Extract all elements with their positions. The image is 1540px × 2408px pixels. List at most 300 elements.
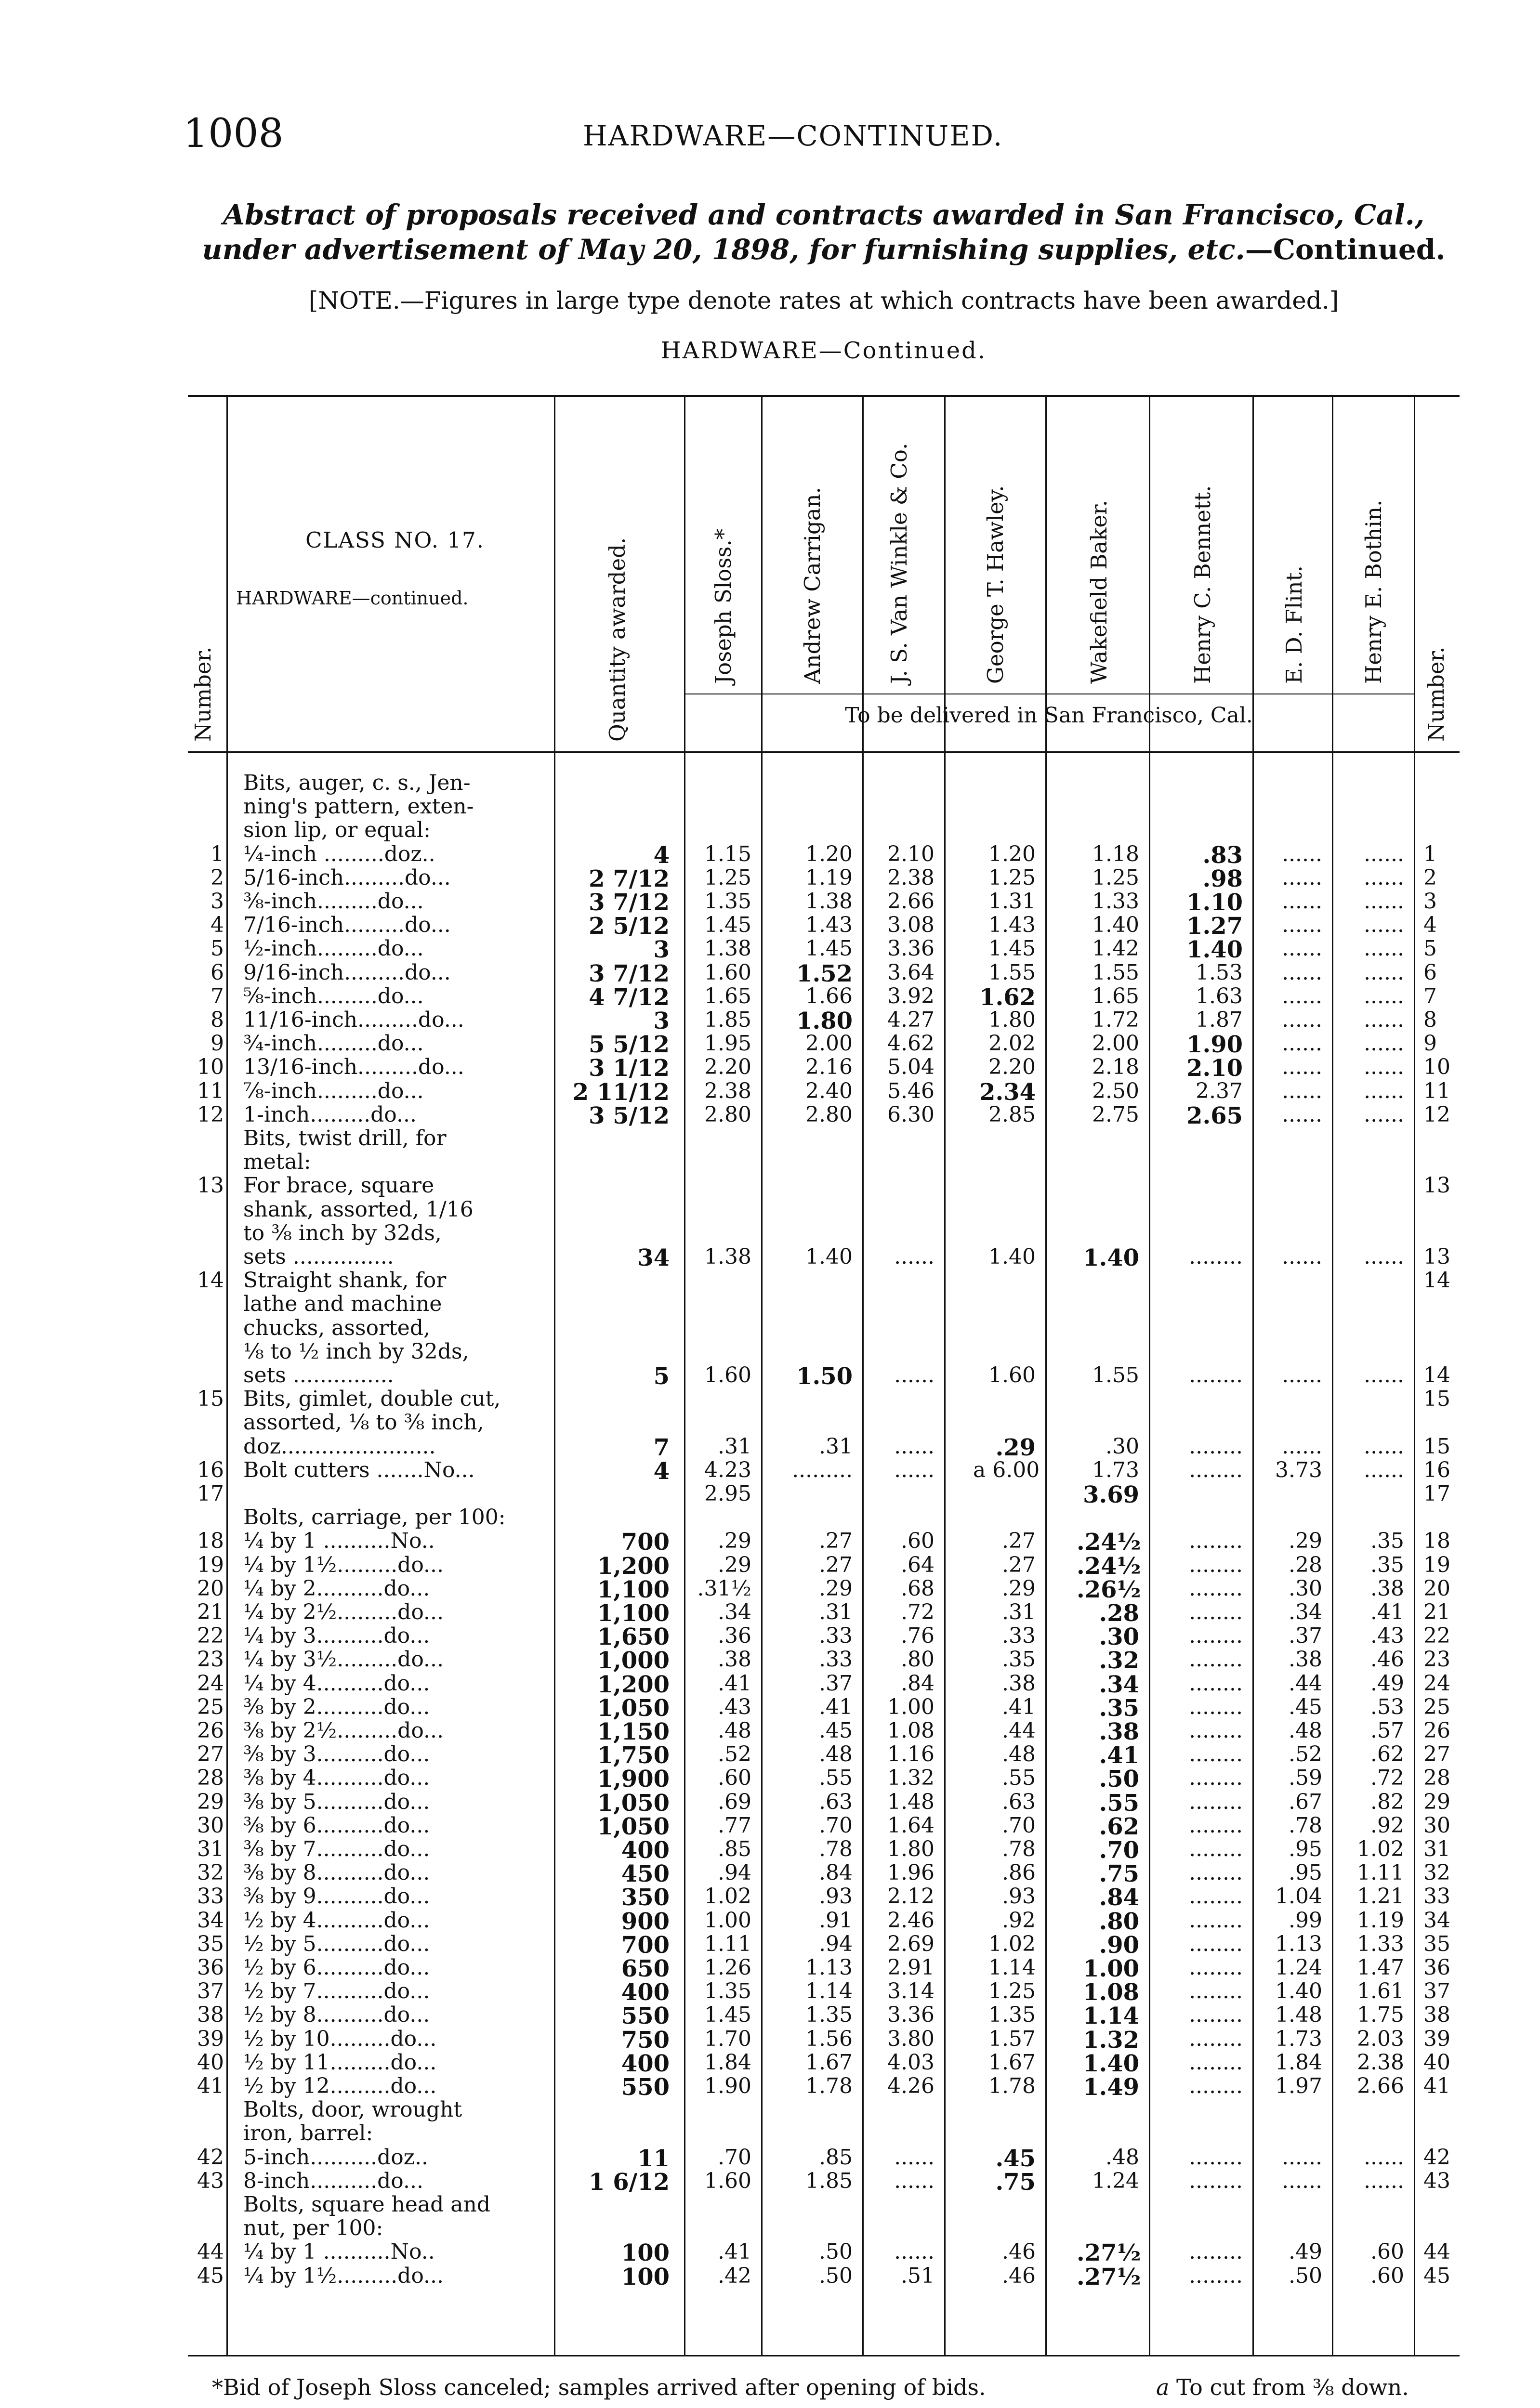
- table-row: [0, 1908, 1540, 1933]
- bid-cell: 1.53: [1196, 960, 1243, 985]
- quantity-awarded: 3 7/12: [589, 960, 670, 987]
- row-description: Bits, twist drill, for: [243, 1126, 447, 1151]
- bid-cell: .78: [1289, 1813, 1322, 1838]
- bid-cell: ......: [894, 2239, 935, 2264]
- bid-cell: .44: [1289, 1671, 1322, 1696]
- bid-cell: .55: [819, 1766, 853, 1790]
- bid-cell: 1.48: [1275, 2002, 1322, 2027]
- bid-cell: ........: [1189, 1908, 1243, 1933]
- bid-cell: .35: [1099, 1695, 1139, 1722]
- table-row: [0, 2145, 1540, 2170]
- bid-cell: .33: [819, 1623, 853, 1648]
- table-bottom-rule: [188, 2355, 1460, 2356]
- bid-cell: ........: [1189, 1529, 1243, 1553]
- bid-cell: .46: [1002, 2239, 1036, 2264]
- row-number: 3: [211, 889, 224, 914]
- quantity-awarded: 1,200: [597, 1553, 670, 1580]
- bid-cell: ........: [1189, 1742, 1243, 1767]
- bid-cell: .31: [1002, 1600, 1036, 1624]
- row-description: ¼ by 4..........do...: [243, 1671, 430, 1696]
- bid-cell: 1.33: [1092, 889, 1139, 914]
- bid-cell: .31: [819, 1434, 853, 1459]
- bid-cell: ......: [1364, 2145, 1404, 2170]
- quantity-awarded: 5: [653, 1363, 670, 1390]
- row-number: 12: [197, 1102, 224, 1127]
- bid-cell: 2.40: [805, 1079, 853, 1103]
- quantity-awarded: 3 7/12: [589, 889, 670, 916]
- row-description: iron, barrel:: [243, 2121, 373, 2146]
- bid-cell: 1.40: [1083, 2050, 1139, 2077]
- row-number: 29: [197, 1790, 224, 1814]
- footnote-star: *Bid of Joseph Sloss canceled; samples arrived after opening of bids.: [212, 2374, 986, 2400]
- row-number: 30: [197, 1813, 224, 1838]
- bid-cell: ......: [1282, 1102, 1322, 1127]
- bid-cell: 2.00: [1092, 1031, 1139, 1056]
- bid-cell: 1.11: [704, 1932, 751, 1956]
- quantity-awarded: 1,050: [597, 1790, 670, 1817]
- row-description: Bolts, square head and: [243, 2192, 491, 2217]
- row-number-right: 45: [1423, 2264, 1450, 2288]
- bid-cell: 1.85: [704, 1008, 751, 1032]
- bid-cell: 2.38: [704, 1079, 751, 1103]
- table-row: [0, 1434, 1540, 1459]
- row-number: 40: [197, 2050, 224, 2075]
- bid-cell: .70: [718, 2145, 751, 2170]
- bid-cell: .84: [901, 1671, 935, 1696]
- table-row: [0, 1529, 1540, 1554]
- quantity-awarded: 550: [621, 2002, 670, 2029]
- table-row: [0, 1008, 1540, 1033]
- quantity-awarded: 900: [621, 1908, 670, 1935]
- row-description: ⅜ by 3..........do...: [243, 1742, 430, 1767]
- bid-cell: .75: [1099, 1860, 1139, 1887]
- bid-cell: 1.57: [988, 2027, 1036, 2051]
- bid-cell: 1.38: [805, 889, 853, 914]
- row-description: ⅜ by 7..........do...: [243, 1837, 430, 1861]
- bid-cell: ........: [1189, 1458, 1243, 1482]
- bid-cell: 2.91: [887, 1955, 935, 1980]
- bid-cell: 2.38: [1357, 2050, 1404, 2075]
- bid-cell: .31: [819, 1600, 853, 1624]
- bid-cell: 1.35: [704, 889, 751, 914]
- bid-cell: 1.16: [887, 1742, 935, 1767]
- row-description: ⅜ by 5..........do...: [243, 1790, 430, 1814]
- bid-cell: .92: [1370, 1813, 1404, 1838]
- row-description: ⅜ by 9..........do...: [243, 1884, 430, 1909]
- bid-cell: .30: [1289, 1576, 1322, 1601]
- bid-cell: ......: [1282, 1363, 1322, 1387]
- row-description: ½ by 11.........do...: [243, 2050, 437, 2075]
- bid-cell: 1.25: [988, 865, 1036, 890]
- bid-cell: .30: [1106, 1434, 1139, 1459]
- footnote-a-mark: a: [1156, 2374, 1170, 2400]
- bid-cell: 1.60: [704, 1363, 751, 1387]
- bid-cell: ........: [1189, 2050, 1243, 2075]
- section-title: HARDWARE—Continued.: [660, 337, 987, 364]
- bid-cell: 3.92: [887, 984, 935, 1008]
- row-number-right: 13: [1423, 1244, 1450, 1269]
- bid-cell: ......: [894, 1363, 935, 1387]
- quantity-awarded: 1,200: [597, 1671, 670, 1698]
- bid-cell: 1.11: [1357, 1860, 1404, 1885]
- row-number: 42: [197, 2145, 224, 2170]
- table-row: [0, 1292, 1540, 1317]
- quantity-awarded: 700: [621, 1932, 670, 1959]
- row-description: ¼-inch .........doz..: [243, 842, 435, 866]
- bid-cell: ........: [1189, 1979, 1243, 2003]
- bid-cell: .51: [901, 2264, 935, 2288]
- table-row: [0, 794, 1540, 819]
- bid-cell: ........: [1189, 2169, 1243, 2193]
- bid-cell: .27: [819, 1529, 853, 1553]
- bid-cell: ........: [1189, 1884, 1243, 1909]
- bid-cell: 1.35: [704, 1979, 751, 2003]
- bid-cell: .60: [1370, 2264, 1404, 2288]
- row-number: 2: [211, 865, 224, 890]
- quantity-awarded: 4: [653, 842, 670, 869]
- bid-cell: .50: [1289, 2264, 1322, 2288]
- bid-cell: 2.66: [887, 889, 935, 914]
- table-row: [0, 1671, 1540, 1696]
- bid-cell: .55: [1099, 1790, 1139, 1817]
- table-row: [0, 1316, 1540, 1341]
- row-number: 19: [197, 1553, 224, 1577]
- table-row: [0, 1173, 1540, 1198]
- quantity-awarded: 1 6/12: [589, 2169, 670, 2196]
- row-number: 34: [197, 1908, 224, 1933]
- bid-cell: 1.00: [1083, 1955, 1139, 1982]
- bid-cell: .52: [1289, 1742, 1322, 1767]
- row-number-right: 42: [1423, 2145, 1450, 2170]
- bid-cell: 1.40: [1083, 1244, 1139, 1271]
- row-description: shank, assorted, 1/16: [243, 1197, 474, 1222]
- bid-cell: 1.35: [988, 2002, 1036, 2027]
- page-header: [183, 106, 1460, 169]
- bid-cell: ........: [1189, 1860, 1243, 1885]
- bid-cell: ......: [1282, 865, 1322, 890]
- bid-cell: .85: [819, 2145, 853, 2170]
- bid-cell: .98: [1202, 865, 1243, 892]
- bid-cell: 1.02: [988, 1932, 1036, 1956]
- bidder-header-3: J. S. Van Winkle & Co.: [886, 443, 912, 684]
- bid-cell: .24½: [1077, 1529, 1141, 1556]
- bid-cell: ......: [1282, 1079, 1322, 1103]
- quantity-awarded: 4 7/12: [589, 984, 670, 1011]
- quantity-awarded: 700: [621, 1529, 670, 1556]
- bid-cell: 1.78: [988, 2074, 1036, 2098]
- bid-cell: .43: [718, 1695, 751, 1719]
- bid-cell: 1.20: [988, 842, 1036, 866]
- table-row: [0, 1860, 1540, 1885]
- bid-cell: .27½: [1077, 2239, 1141, 2266]
- table-row: [0, 1837, 1540, 1862]
- bid-cell: ......: [1282, 984, 1322, 1008]
- row-number-right: 19: [1423, 1553, 1450, 1577]
- bid-cell: .41: [718, 2239, 751, 2264]
- row-description: ⅛ to ½ inch by 32ds,: [243, 1339, 469, 1364]
- bid-cell: ......: [1364, 1031, 1404, 1056]
- row-number: 5: [211, 936, 224, 961]
- bid-cell: .24½: [1077, 1553, 1141, 1580]
- row-description: ⅜ by 8..........do...: [243, 1860, 430, 1885]
- row-number-right: 23: [1423, 1647, 1450, 1672]
- bid-cell: .41: [1002, 1695, 1036, 1719]
- bid-cell: .34: [1289, 1600, 1322, 1624]
- bid-cell: 1.49: [1083, 2074, 1139, 2101]
- row-description: Bolts, door, wrought: [243, 2097, 462, 2122]
- row-number: 1: [211, 842, 224, 866]
- bid-cell: 1.02: [704, 1884, 751, 1909]
- table-row: [0, 842, 1540, 867]
- table-row: [0, 2264, 1540, 2289]
- bid-cell: 1.38: [704, 1244, 751, 1269]
- bid-cell: 1.66: [805, 984, 853, 1008]
- row-description: ning's pattern, exten-: [243, 794, 474, 819]
- row-number-right: 33: [1423, 1884, 1450, 1909]
- bid-cell: .95: [1289, 1860, 1322, 1885]
- bid-cell: ......: [1364, 889, 1404, 914]
- bid-cell: .99: [1289, 1908, 1322, 1933]
- bid-cell: .84: [819, 1860, 853, 1885]
- bid-cell: .34: [1099, 1671, 1139, 1698]
- row-description: ¼ by 3½.........do...: [243, 1647, 444, 1672]
- bid-cell: 3.36: [887, 2002, 935, 2027]
- bid-cell: 1.25: [704, 865, 751, 890]
- bid-cell: ........: [1189, 1695, 1243, 1719]
- bid-cell: ......: [1364, 960, 1404, 985]
- bid-cell: .30: [1099, 1623, 1139, 1650]
- row-number: 18: [197, 1529, 224, 1553]
- bid-cell: 1.67: [988, 2050, 1036, 2075]
- bid-cell: .50: [1099, 1766, 1139, 1793]
- row-number: 8: [211, 1008, 224, 1032]
- bid-cell: 1.97: [1275, 2074, 1322, 2098]
- number-header-right: Number.: [1423, 646, 1449, 742]
- quantity-awarded: 1,000: [597, 1647, 670, 1674]
- table-row: [0, 2121, 1540, 2146]
- row-number-right: 37: [1423, 1979, 1450, 2003]
- bid-cell: ........: [1189, 1363, 1243, 1387]
- bid-cell: 1.13: [805, 1955, 853, 1980]
- bid-cell: .78: [819, 1837, 853, 1861]
- row-number: 4: [211, 913, 224, 937]
- row-number: 45: [197, 2264, 224, 2288]
- row-number: 28: [197, 1766, 224, 1790]
- row-number: 11: [197, 1079, 224, 1103]
- table-row: [0, 889, 1540, 914]
- bid-cell: .45: [819, 1718, 853, 1743]
- bid-cell: .53: [1370, 1695, 1404, 1719]
- row-description: to ⅜ inch by 32ds,: [243, 1221, 442, 1245]
- row-number: 6: [211, 960, 224, 985]
- running-title: HARDWARE—CONTINUED.: [583, 119, 1003, 152]
- table-row: [0, 1955, 1540, 1980]
- row-description: Bolt cutters .......No...: [243, 1458, 475, 1482]
- row-description: ⅞-inch.........do...: [243, 1079, 424, 1103]
- bid-cell: 1.55: [1092, 960, 1139, 985]
- row-description: assorted, ⅛ to ⅜ inch,: [243, 1410, 484, 1435]
- bid-cell: 1.73: [1275, 2027, 1322, 2051]
- bid-cell: ........: [1189, 1813, 1243, 1838]
- bid-cell: ........: [1189, 2074, 1243, 2098]
- table-row: [0, 1766, 1540, 1791]
- bid-cell: ........: [1189, 1955, 1243, 1980]
- abstract-italic: Abstract of proposals received and contracts awarded in San Francisco, Cal., under advertisement of May 20, 1898, for furnishing supplies, etc.: [202, 198, 1425, 266]
- quantity-awarded: 5 5/12: [589, 1031, 670, 1058]
- bid-cell: a 6.00: [973, 1458, 1040, 1482]
- table-row: [0, 865, 1540, 890]
- table-row: [0, 1031, 1540, 1056]
- quantity-awarded: 350: [621, 1884, 670, 1911]
- row-description: Bits, gimlet, double cut,: [243, 1387, 501, 1411]
- row-number-right: 1: [1423, 842, 1437, 866]
- bid-cell: 1.80: [796, 1008, 853, 1034]
- bid-cell: .29: [1289, 1529, 1322, 1553]
- bid-cell: 2.18: [1092, 1055, 1139, 1079]
- bid-cell: 1.45: [988, 936, 1036, 961]
- bid-cell: 1.25: [1092, 865, 1139, 890]
- bid-cell: .63: [819, 1790, 853, 1814]
- row-number-right: 38: [1423, 2002, 1450, 2027]
- bid-cell: .43: [1370, 1623, 1404, 1648]
- bid-cell: ......: [1364, 865, 1404, 890]
- bid-cell: 1.55: [988, 960, 1036, 985]
- row-number: 31: [197, 1837, 224, 1861]
- table-row: [0, 2239, 1540, 2264]
- row-number: 43: [197, 2169, 224, 2193]
- bid-cell: .95: [1289, 1837, 1322, 1861]
- row-number: 14: [197, 1268, 224, 1293]
- bid-cell: 1.18: [1092, 842, 1139, 866]
- row-number-right: 25: [1423, 1695, 1450, 1719]
- quantity-awarded: 3 5/12: [589, 1102, 670, 1129]
- quantity-awarded: 34: [637, 1244, 670, 1271]
- table-row: [0, 936, 1540, 961]
- table-row: [0, 913, 1540, 938]
- row-number-right: 40: [1423, 2050, 1450, 2075]
- quantity-awarded: 1,050: [597, 1695, 670, 1722]
- bid-cell: ......: [1282, 1031, 1322, 1056]
- bid-cell: .32: [1099, 1647, 1139, 1674]
- bid-cell: .93: [819, 1884, 853, 1909]
- bid-cell: .35: [1002, 1647, 1036, 1672]
- bid-cell: 1.24: [1092, 2169, 1139, 2193]
- bid-cell: .45: [995, 2145, 1036, 2172]
- bid-cell: ......: [1364, 936, 1404, 961]
- row-description: ¼ by 1 ..........No..: [243, 2239, 435, 2264]
- class-subtitle: HARDWARE—continued.: [236, 588, 469, 609]
- row-number: 36: [197, 1955, 224, 1980]
- row-number-right: 31: [1423, 1837, 1450, 1861]
- bid-cell: .64: [901, 1553, 935, 1577]
- quantity-awarded: 100: [621, 2264, 670, 2290]
- table-row: [0, 1553, 1540, 1578]
- row-number: 27: [197, 1742, 224, 1767]
- bid-cell: 1.27: [1186, 913, 1243, 940]
- row-description: ⅜ by 2½.........do...: [243, 1718, 444, 1743]
- bid-cell: ........: [1189, 1932, 1243, 1956]
- bid-cell: .85: [718, 1837, 751, 1861]
- row-description: 11/16-inch.........do...: [243, 1008, 464, 1032]
- bid-cell: 1.04: [1275, 1884, 1322, 1909]
- row-number: 25: [197, 1695, 224, 1719]
- table-row: [0, 1790, 1540, 1815]
- row-number: 24: [197, 1671, 224, 1696]
- row-description: ¾-inch.........do...: [243, 1031, 424, 1056]
- bid-cell: 6.30: [887, 1102, 935, 1127]
- bid-cell: 2.85: [988, 1102, 1036, 1127]
- table-row: [0, 1055, 1540, 1080]
- bid-cell: .63: [1002, 1790, 1036, 1814]
- table-row: [0, 1244, 1540, 1269]
- bid-cell: 1.42: [1092, 936, 1139, 961]
- bid-cell: 1.70: [704, 2027, 751, 2051]
- bid-cell: 1.84: [1275, 2050, 1322, 2075]
- row-description: ¼ by 3..........do...: [243, 1623, 430, 1648]
- bid-cell: 4.03: [887, 2050, 935, 2075]
- bid-cell: 1.21: [1357, 1884, 1404, 1909]
- table-row: [0, 1695, 1540, 1720]
- bid-cell: ........: [1189, 1718, 1243, 1743]
- bid-cell: 1.45: [704, 2002, 751, 2027]
- table-row: [0, 818, 1540, 843]
- quantity-awarded: 650: [621, 1955, 670, 1982]
- bid-cell: ........: [1189, 1553, 1243, 1577]
- row-description: 7/16-inch.........do...: [243, 913, 451, 937]
- row-description: ¼ by 2..........do...: [243, 1576, 430, 1601]
- bid-cell: ........: [1189, 1244, 1243, 1269]
- bid-cell: 1.87: [1196, 1008, 1243, 1032]
- bid-cell: ......: [1282, 842, 1322, 866]
- bid-cell: 1.40: [1275, 1979, 1322, 2003]
- bid-cell: ........: [1189, 1766, 1243, 1790]
- row-number-right: 13: [1423, 1173, 1450, 1198]
- bid-cell: 1.33: [1357, 1932, 1404, 1956]
- bid-cell: .27½: [1077, 2264, 1141, 2290]
- table-row: [0, 2074, 1540, 2099]
- bidder-header-7: E. D. Flint.: [1281, 565, 1307, 684]
- bid-cell: 1.15: [704, 842, 751, 866]
- bid-cell: ........: [1189, 1434, 1243, 1459]
- row-number-right: 21: [1423, 1600, 1450, 1624]
- bid-cell: .80: [1099, 1908, 1139, 1935]
- bid-cell: .84: [1099, 1884, 1139, 1911]
- bid-cell: .77: [718, 1813, 751, 1838]
- bid-cell: .28: [1289, 1553, 1322, 1577]
- bid-cell: 4.62: [887, 1031, 935, 1056]
- bid-cell: .46: [1002, 2264, 1036, 2288]
- bid-cell: .49: [1370, 1671, 1404, 1696]
- bid-cell: ......: [1282, 2145, 1322, 2170]
- row-description: ½ by 5..........do...: [243, 1932, 430, 1956]
- bid-cell: .94: [718, 1860, 751, 1885]
- row-description: ⅝-inch.........do...: [243, 984, 424, 1008]
- bid-cell: ......: [1364, 913, 1404, 937]
- table-row: [0, 1079, 1540, 1104]
- quantity-awarded: 11: [637, 2145, 670, 2172]
- bid-cell: .38: [1289, 1647, 1322, 1672]
- table-row: [0, 1387, 1540, 1412]
- bid-cell: ......: [1364, 1102, 1404, 1127]
- bid-cell: 1.62: [979, 984, 1036, 1011]
- row-description: Straight shank, for: [243, 1268, 447, 1293]
- bid-cell: 2.34: [979, 1079, 1036, 1106]
- quantity-awarded: 400: [621, 2050, 670, 2077]
- bid-cell: .44: [1002, 1718, 1036, 1743]
- row-number-right: 32: [1423, 1860, 1450, 1885]
- row-description: ½-inch.........do...: [243, 936, 424, 961]
- bidder-header-2: Andrew Carrigan.: [800, 487, 825, 684]
